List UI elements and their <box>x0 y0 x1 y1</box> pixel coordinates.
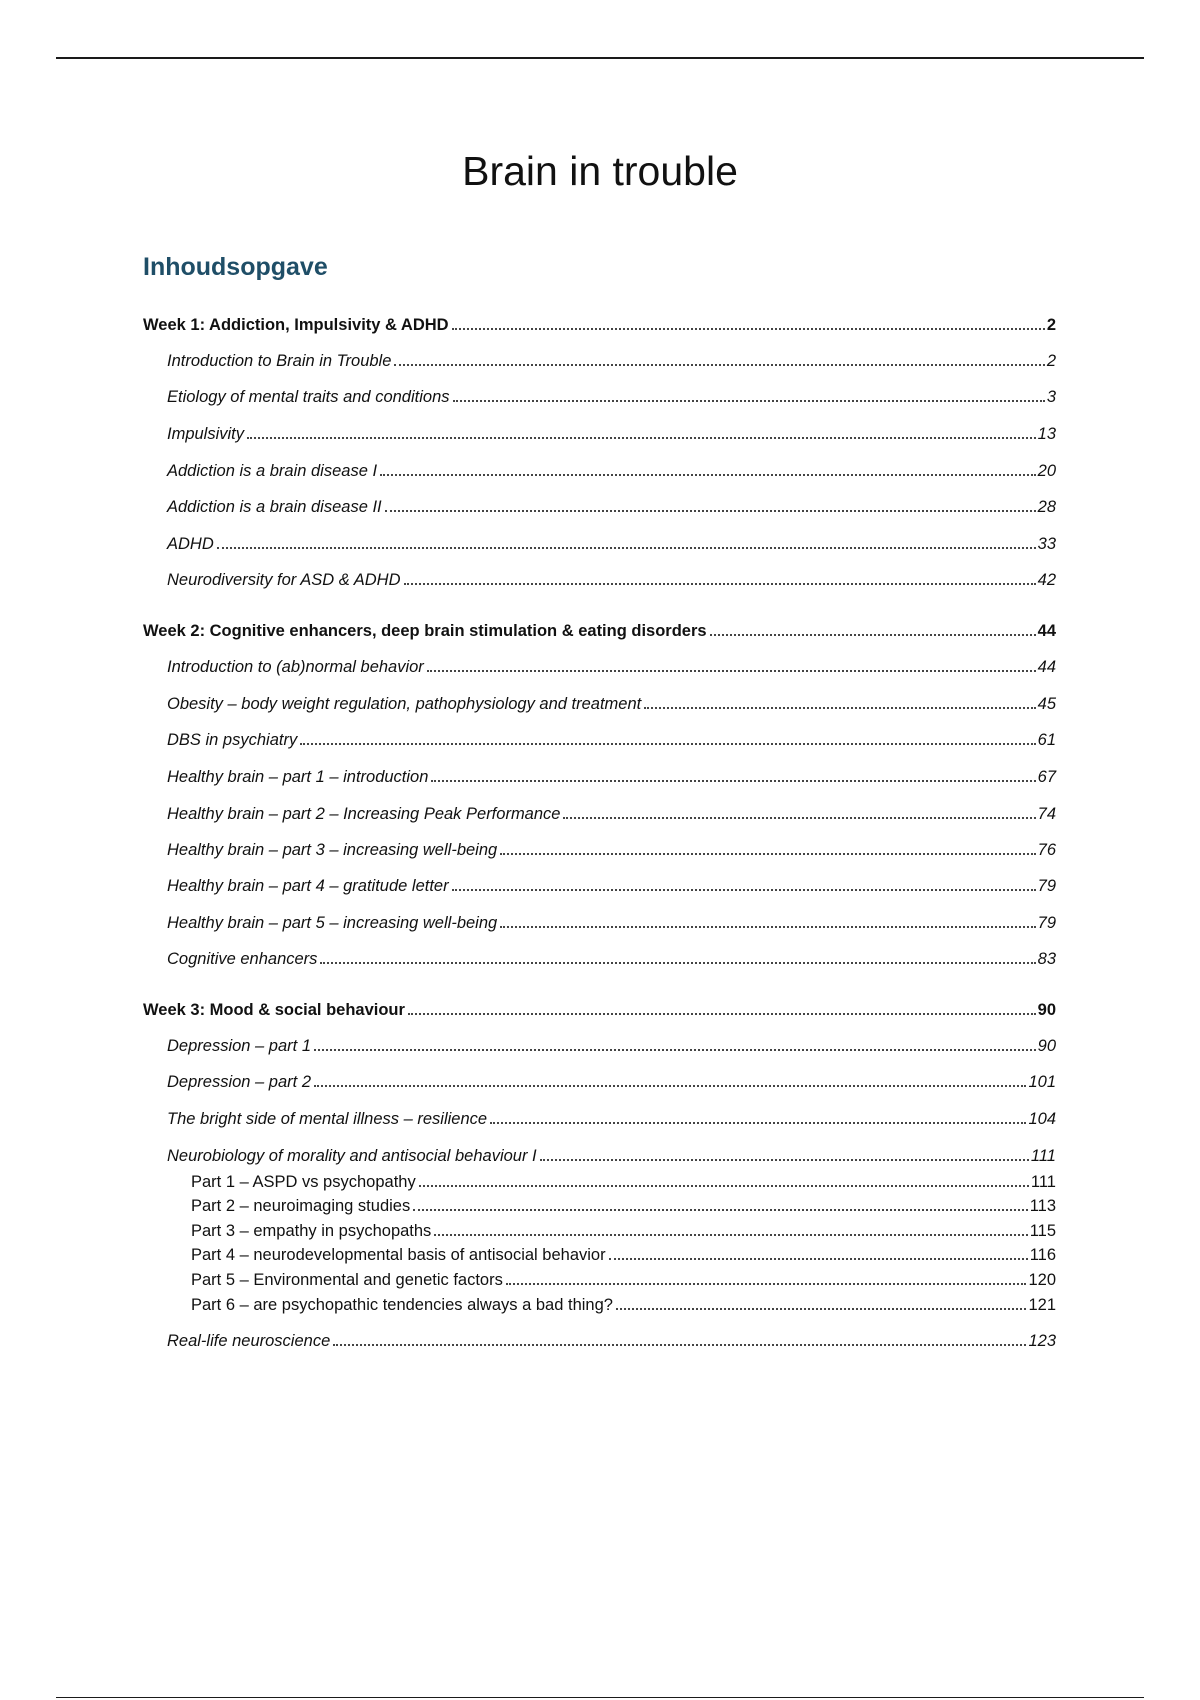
toc-page-number: 123 <box>1028 1332 1056 1350</box>
toc-entry-sub[interactable] <box>167 656 1056 678</box>
toc-entry-title: Week 3: Mood & social behaviour <box>143 1001 405 1019</box>
toc-entry-sub[interactable] <box>167 1330 1056 1352</box>
toc-dot-leader <box>434 1234 1027 1236</box>
toc-dot-leader <box>500 853 1035 855</box>
toc-dot-leader <box>506 1283 1027 1285</box>
toc-dot-leader <box>314 1049 1036 1051</box>
toc-entry-title: Part 3 – empathy in psychopaths <box>191 1222 432 1240</box>
toc-page-number: 28 <box>1037 498 1056 516</box>
toc-dot-leader <box>452 328 1045 330</box>
toc-dot-leader <box>644 707 1035 709</box>
toc-entry-week[interactable] <box>143 314 1056 336</box>
toc-page-number: 121 <box>1028 1296 1056 1314</box>
toc-page-number: 83 <box>1037 950 1056 968</box>
toc-entry-sub[interactable] <box>167 386 1056 408</box>
toc-entry-sub[interactable] <box>167 839 1056 861</box>
toc-page-number: 42 <box>1037 571 1056 589</box>
toc-dot-leader <box>419 1185 1029 1187</box>
toc-dot-leader <box>404 583 1036 585</box>
toc-entry-sub[interactable] <box>167 460 1056 482</box>
toc-entry-title: Obesity – body weight regulation, pathophysiology and treatment <box>167 695 642 713</box>
toc-entry-title: Healthy brain – part 4 – gratitude letter <box>167 877 449 895</box>
document-title: Brain in trouble <box>462 148 738 194</box>
toc-entry-title: Real-life neuroscience <box>167 1332 331 1350</box>
toc-entry-title: Addiction is a brain disease I <box>167 462 378 480</box>
toc-dot-leader <box>427 670 1036 672</box>
toc-entry-title: Part 2 – neuroimaging studies <box>191 1197 411 1215</box>
toc-page-number: 90 <box>1037 1001 1056 1019</box>
toc-entry-sub[interactable] <box>167 693 1056 715</box>
toc-entry-part[interactable] <box>191 1244 1056 1266</box>
toc-dot-leader <box>333 1344 1026 1346</box>
toc-entry-title: Part 1 – ASPD vs psychopathy <box>191 1173 416 1191</box>
toc-entry-title: Part 4 – neurodevelopmental basis of antisocial behavior <box>191 1246 606 1264</box>
toc-entry-part[interactable] <box>191 1195 1056 1217</box>
toc-entry-part[interactable] <box>191 1220 1056 1242</box>
toc-entry-title: Depression – part 1 <box>167 1037 311 1055</box>
toc-entry-title: Depression – part 2 <box>167 1073 311 1091</box>
toc-dot-leader <box>616 1308 1027 1310</box>
toc-dot-leader <box>710 634 1036 636</box>
toc-page-number: 13 <box>1037 425 1056 443</box>
toc-dot-leader <box>380 474 1036 476</box>
toc-dot-leader <box>453 400 1045 402</box>
toc-dot-leader <box>452 889 1036 891</box>
toc-page-number: 101 <box>1028 1073 1056 1091</box>
toc-entry-week[interactable] <box>143 999 1056 1021</box>
toc-dot-leader <box>394 364 1044 366</box>
toc-page-number: 3 <box>1046 388 1056 406</box>
toc-page-number: 90 <box>1037 1037 1056 1055</box>
toc-entry-sub[interactable] <box>167 1145 1056 1167</box>
toc-entry-part[interactable] <box>191 1269 1056 1291</box>
toc-heading: Inhoudsopgave <box>143 253 328 281</box>
toc-page-number: 2 <box>1046 316 1056 334</box>
toc-page-number: 120 <box>1028 1271 1056 1289</box>
toc-entry-title: Introduction to (ab)normal behavior <box>167 658 424 676</box>
toc-dot-leader <box>247 437 1036 439</box>
toc-entry-title: Addiction is a brain disease II <box>167 498 382 516</box>
toc-dot-leader <box>500 926 1035 928</box>
toc-entry-title: Healthy brain – part 5 – increasing well-being <box>167 914 498 932</box>
toc-entry-title: Week 2: Cognitive enhancers, deep brain stimulation & eating disorders <box>143 622 707 640</box>
toc-entry-sub[interactable] <box>167 948 1056 970</box>
toc-entry-week[interactable] <box>143 620 1056 642</box>
toc-dot-leader <box>431 780 1035 782</box>
toc-entry-title: Etiology of mental traits and conditions <box>167 388 450 406</box>
toc-entry-title: Cognitive enhancers <box>167 950 318 968</box>
toc-dot-leader <box>385 510 1036 512</box>
toc-dot-leader <box>408 1013 1036 1015</box>
toc-page-number: 116 <box>1029 1246 1056 1264</box>
toc-entry-sub[interactable] <box>167 533 1056 555</box>
toc-entry-title: Neurobiology of morality and antisocial behaviour I <box>167 1147 537 1165</box>
toc-page-number: 104 <box>1028 1110 1056 1128</box>
toc-page-number: 111 <box>1030 1173 1056 1191</box>
toc-page-number: 44 <box>1037 622 1056 640</box>
toc-page-number: 45 <box>1037 695 1056 713</box>
toc-entry-title: DBS in psychiatry <box>167 731 298 749</box>
toc-dot-leader <box>300 743 1035 745</box>
toc-entry-title: Healthy brain – part 2 – Increasing Peak Performance <box>167 805 561 823</box>
footer-rule <box>56 1697 1144 1698</box>
toc-entry-title: Introduction to Brain in Trouble <box>167 352 392 370</box>
toc-entry-sub[interactable] <box>167 350 1056 372</box>
toc-dot-leader <box>563 817 1035 819</box>
toc-entry-sub[interactable] <box>167 803 1056 825</box>
toc-entry-sub[interactable] <box>167 766 1056 788</box>
toc-page-number: 2 <box>1046 352 1056 370</box>
toc-entry-title: Healthy brain – part 1 – introduction <box>167 768 429 786</box>
toc-entry-title: Healthy brain – part 3 – increasing well-being <box>167 841 498 859</box>
toc-page-number: 111 <box>1030 1147 1056 1165</box>
toc-entry-sub[interactable] <box>167 875 1056 897</box>
toc-entry-sub[interactable] <box>167 912 1056 934</box>
toc-entry-part[interactable] <box>191 1171 1056 1193</box>
toc-entry-title: Part 5 – Environmental and genetic factors <box>191 1271 503 1289</box>
toc-entry-sub[interactable] <box>167 1035 1056 1057</box>
toc-page-number: 61 <box>1037 731 1056 749</box>
toc-page-number: 20 <box>1037 462 1056 480</box>
toc-page-number: 79 <box>1037 877 1056 895</box>
toc-dot-leader <box>217 547 1036 549</box>
toc-entry-title: The bright side of mental illness – resilience <box>167 1110 488 1128</box>
toc-entry-sub[interactable] <box>167 729 1056 751</box>
toc-dot-leader <box>540 1159 1029 1161</box>
toc-entry-sub[interactable] <box>167 569 1056 591</box>
toc-page-number: 113 <box>1029 1197 1056 1215</box>
toc-dot-leader <box>413 1209 1027 1211</box>
toc-entry-title: Impulsivity <box>167 425 245 443</box>
toc-page-number: 33 <box>1037 535 1056 553</box>
toc-page-number: 74 <box>1037 805 1056 823</box>
header-rule <box>56 57 1144 59</box>
toc-entry-title: Week 1: Addiction, Impulsivity & ADHD <box>143 316 449 334</box>
toc-entry-sub[interactable] <box>167 496 1056 518</box>
toc-entry-title: ADHD <box>167 535 214 553</box>
toc-entry-part[interactable] <box>191 1294 1056 1316</box>
toc-dot-leader <box>609 1258 1028 1260</box>
toc-dot-leader <box>314 1085 1026 1087</box>
toc-page-number: 115 <box>1029 1222 1056 1240</box>
toc-page-number: 79 <box>1037 914 1056 932</box>
toc-page-number: 44 <box>1037 658 1056 676</box>
toc-entry-sub[interactable] <box>167 1108 1056 1130</box>
toc-dot-leader <box>490 1122 1026 1124</box>
toc-page-number: 67 <box>1037 768 1056 786</box>
toc-entry-title: Neurodiversity for ASD & ADHD <box>167 571 401 589</box>
toc-entry-sub[interactable] <box>167 423 1056 445</box>
toc-dot-leader <box>320 962 1035 964</box>
toc-page-number: 76 <box>1037 841 1056 859</box>
toc-entry-title: Part 6 – are psychopathic tendencies always a bad thing? <box>191 1296 613 1314</box>
toc-entry-sub[interactable] <box>167 1071 1056 1093</box>
